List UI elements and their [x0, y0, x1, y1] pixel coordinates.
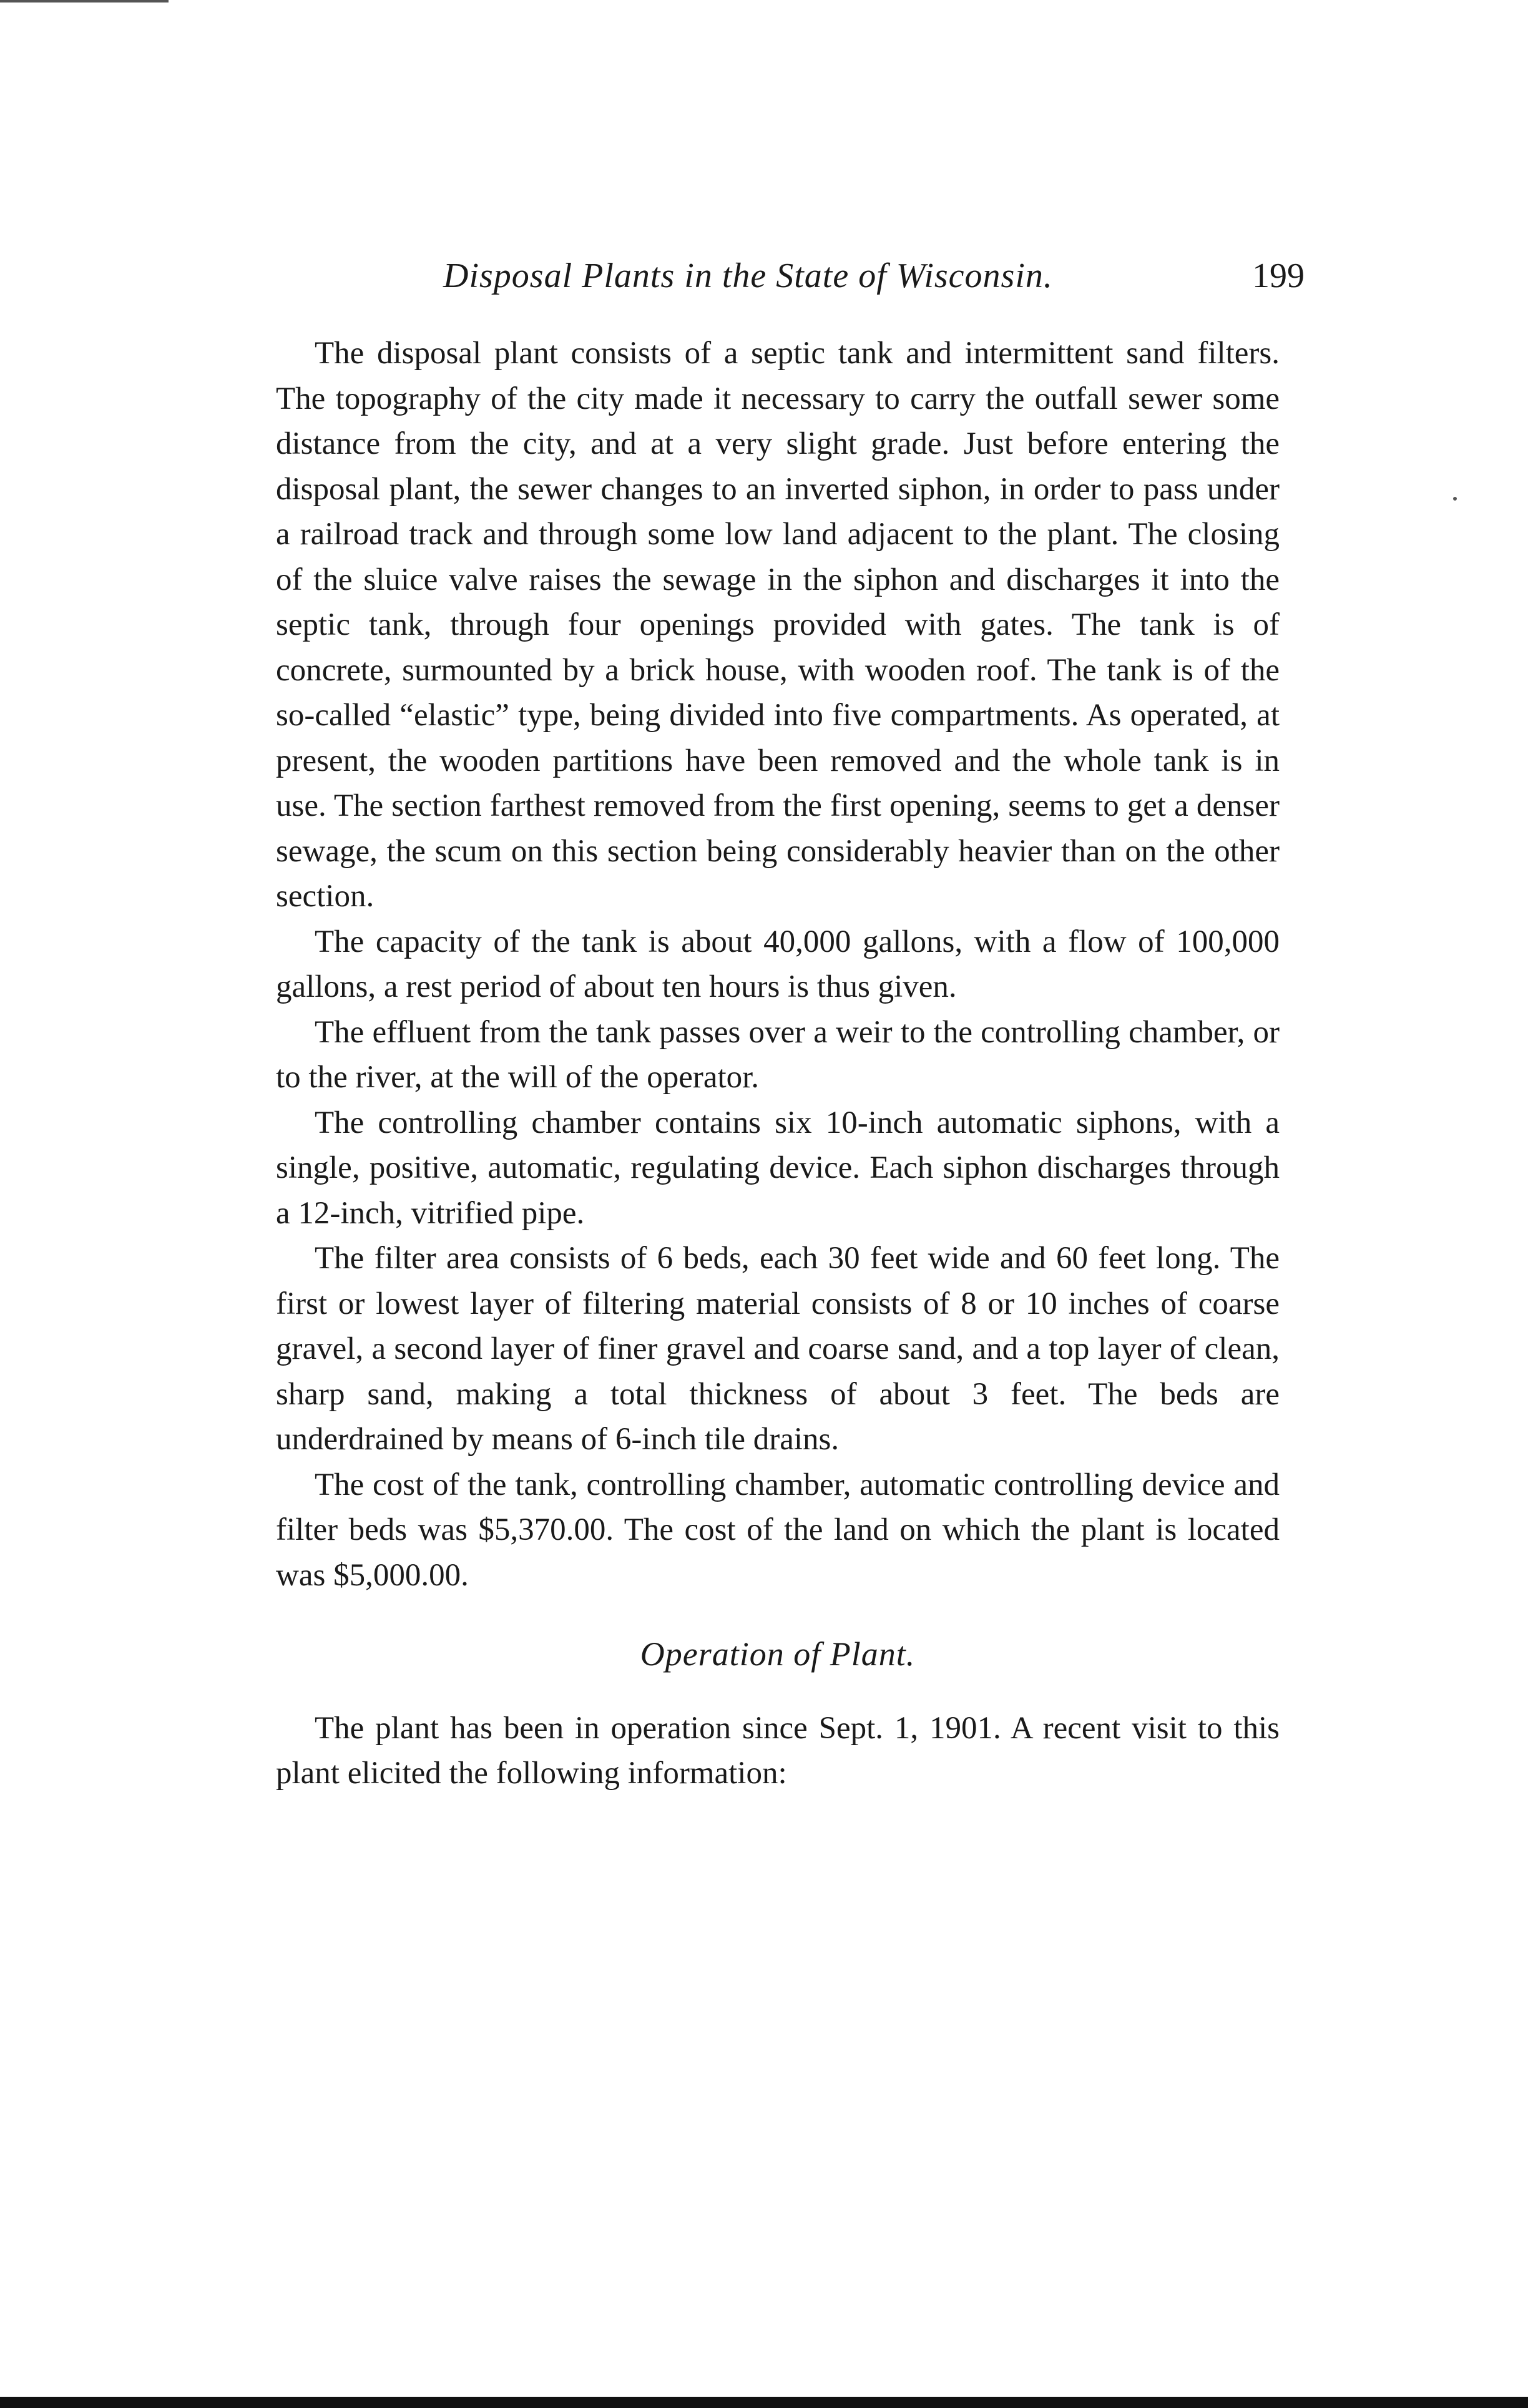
- paragraph-controlling-chamber: The controlling chamber contains six 10-inch automatic siphons, with a single, positive, automatic, regulating device. Each siphon discharges through a 12-inch, vitrified pipe.: [276, 1105, 1280, 1231]
- paragraph-tank-capacity: The capacity of the tank is about 40,000 gallons, with a flow of 100,000 gallons, a rest period of about ten hours is thus given.: [276, 924, 1280, 1004]
- paragraph-effluent: The effluent from the tank passes over a weir to the controlling chamber, or to the river, at the will of the operator.: [276, 1014, 1280, 1095]
- running-head: [275, 256, 1305, 306]
- page-number: 199: [1252, 257, 1305, 295]
- top-edge-rule: [0, 0, 169, 2]
- paragraph-plant-description: The disposal plant consists of a septic tank and intermittent sand filters. The topography of the city made it necessary to carry the outfall sewer some distance from the city, and at a very slight grade. Just before entering the disposal plant, the sewer changes to an inverted siphon, in order to pass under a railroad track and through some low land adjacent to the plant. The closing of the sluice valve raises the sewage in the siphon and discharges it into the septic tank, through four openings provided with gates. The tank is of concrete, surmounted by a brick house, with wooden roof. The tank is of the so-called “elastic” type, being divided into five compartments. As operated, at present, the wooden partitions have been removed and the whole tank is in use. The section farthest removed from the first opening, seems to get a denser sewage, the scum on this section being considerably heavier than on the other section.: [276, 336, 1280, 914]
- paragraph-operation: The plant has been in operation since Sept. 1, 1901. A recent visit to this plant elicited the following information:: [276, 1710, 1280, 1791]
- body-text: [276, 331, 1280, 1796]
- section-heading: Operation of Plant.: [640, 1635, 916, 1673]
- paragraph-cost: The cost of the tank, controlling chamber, automatic controlling device and filter beds was $5,370.00. The cost of the land on which the plant is located was $5,000.00.: [276, 1467, 1280, 1593]
- running-title: Disposal Plants in the State of Wisconsin.: [443, 257, 1053, 295]
- bottom-edge-bar: [0, 2397, 1528, 2408]
- margin-speck: [1453, 497, 1457, 501]
- paragraph-filter-area: The filter area consists of 6 beds, each 30 feet wide and 60 feet long. The first or lowest layer of filtering material consists of 8 or 10 inches of coarse gravel, a second layer of finer gravel and coarse sand, and a top layer of clean, sharp sand, making a total thickness of about 3 feet. The beds are underdrained by means of 6-inch tile drains.: [276, 1241, 1280, 1457]
